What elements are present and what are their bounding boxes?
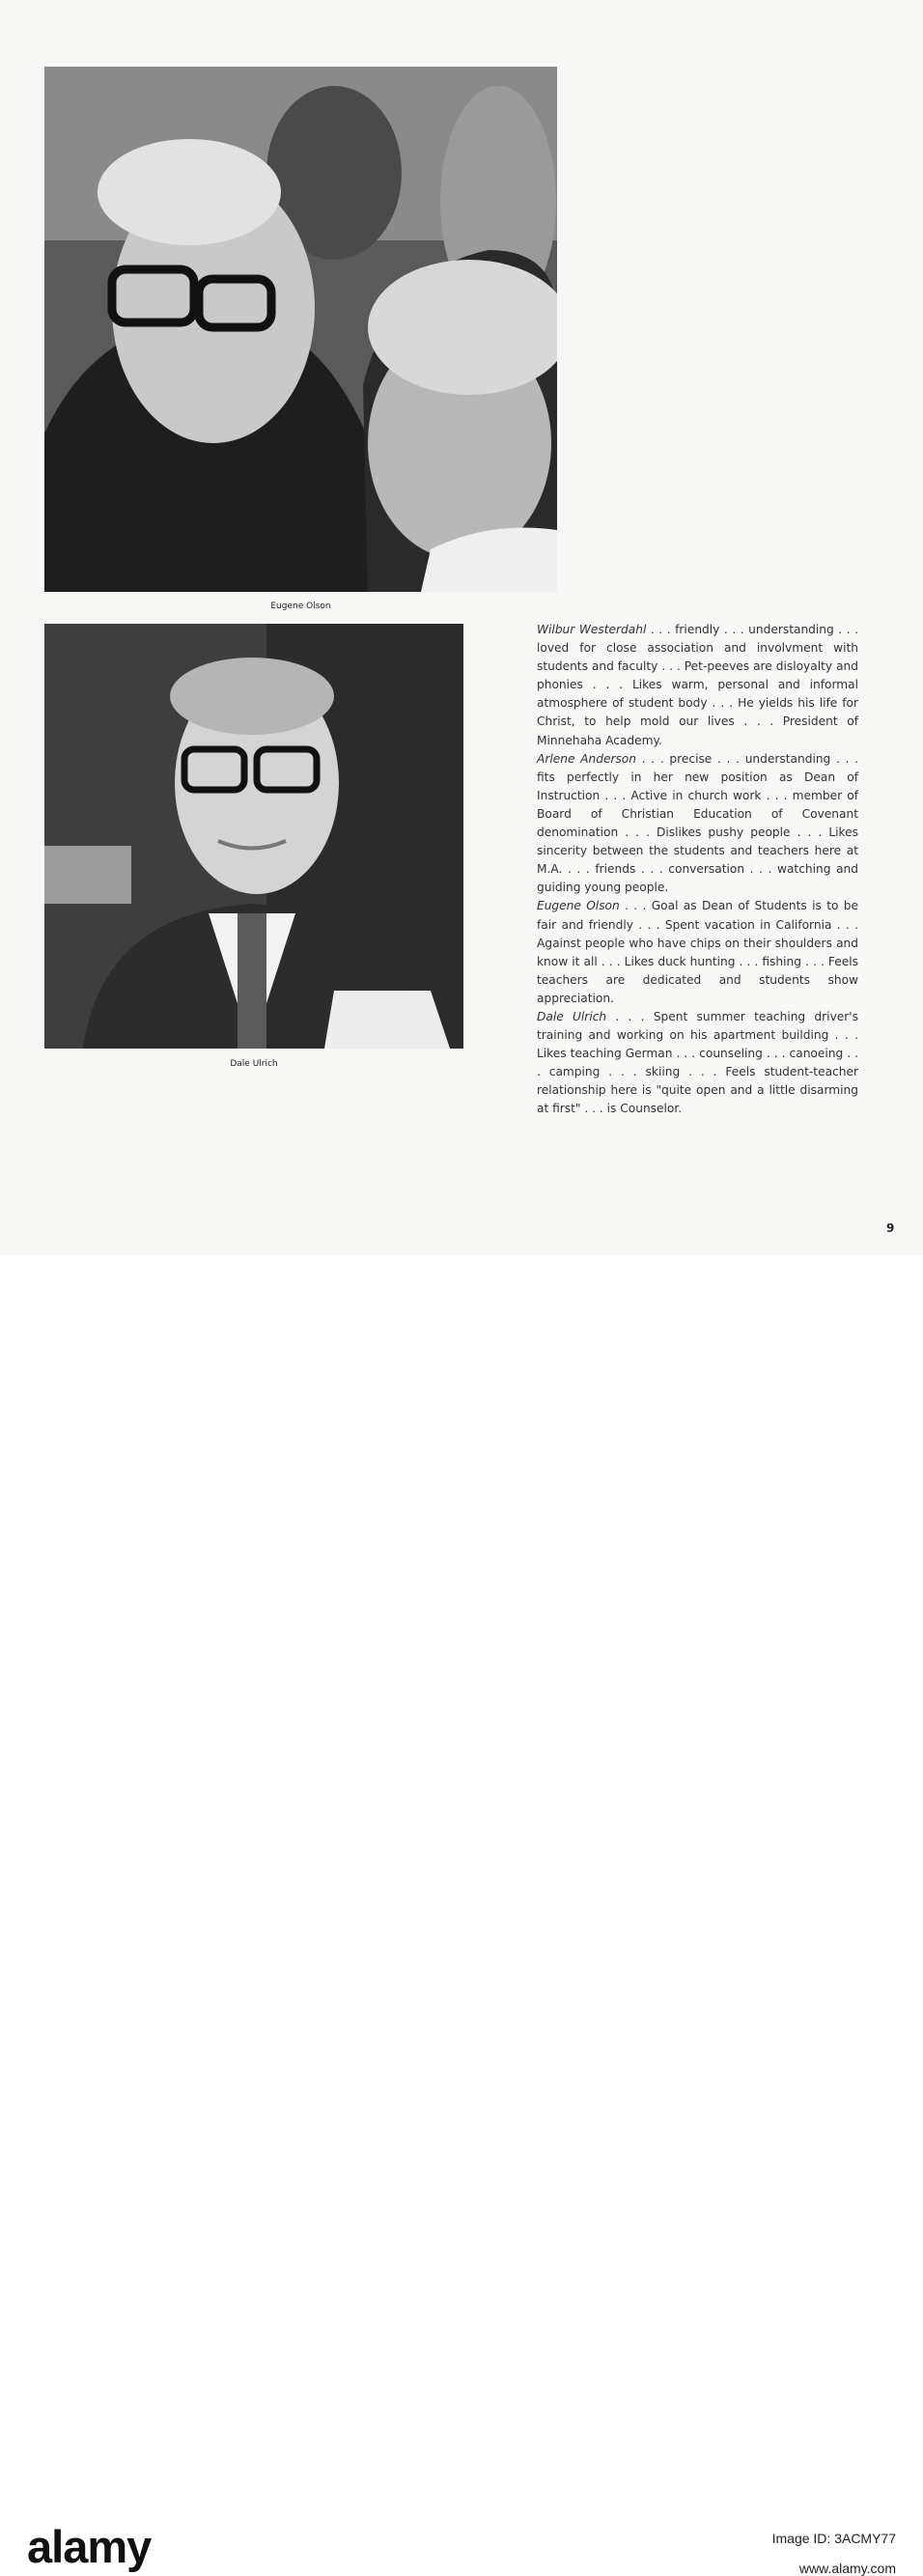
yearbook-page bbox=[0, 0, 923, 1255]
bio-text: . . . precise . . . understanding . . . fits perfectly in her new position as Dean of Instruction . . . Active in church work . . . member of Board of Christian Education of Covenant denomination . . . Dislikes pushy people . . . Likes sincerity between the students and teachers here at M.A. . . . friends . . . conversation . . . watching and guiding young people. bbox=[537, 751, 858, 895]
bio-paragraph bbox=[537, 621, 858, 750]
bio-paragraph bbox=[537, 1008, 858, 1119]
bio-text: . . . Spent summer teaching driver's training and working on his apartment building . . . Likes teaching German . . . counseling . . . canoeing . . . camping . . . skiing . . . Feels student-teacher relationship here is "quite open and a little disarming at first" . . . is Counselor. bbox=[537, 1009, 858, 1116]
brand-logo: alamy bbox=[27, 2521, 152, 2572]
bio-name: Dale Ulrich bbox=[537, 1009, 607, 1023]
bio-paragraph bbox=[537, 897, 858, 1008]
image-id: Image ID: 3ACMY77 bbox=[771, 2531, 896, 2546]
bio-name: Arlene Anderson bbox=[537, 751, 636, 766]
photo-eugene-olson bbox=[44, 67, 557, 592]
faculty-bios bbox=[537, 621, 858, 1119]
photo-dale-ulrich bbox=[44, 624, 463, 1049]
photo-caption-top: Eugene Olson bbox=[270, 602, 331, 611]
bio-text: . . . friendly . . . understanding . . . loved for close association and involvment with students and faculty . . . Pet-peeves are disloyalty and phonies . . . Likes warm, personal and informal atmosphere of student body . . . He yields his life for Christ, to help mold our lives . . . President of Minnehaha Academy. bbox=[537, 623, 859, 747]
bio-name: Wilbur Westerdahl bbox=[537, 623, 647, 636]
page-number: 9 bbox=[886, 1221, 895, 1235]
bio-name: Eugene Olson bbox=[537, 899, 620, 913]
watermark-footer bbox=[0, 1255, 923, 2576]
bio-paragraph bbox=[537, 750, 858, 898]
bio-text: . . . Goal as Dean of Students is to be fair and friendly . . . Spent vacation in California . . . Against people who have chips on their shoulders and know it all . . . Likes duck hunting . . . fishing . . . Feels teachers are dedicated and students show appreciation. bbox=[537, 899, 858, 1005]
site-url: www.alamy.com bbox=[798, 2561, 896, 2576]
photo-caption-bottom: Dale Ulrich bbox=[230, 1059, 278, 1069]
